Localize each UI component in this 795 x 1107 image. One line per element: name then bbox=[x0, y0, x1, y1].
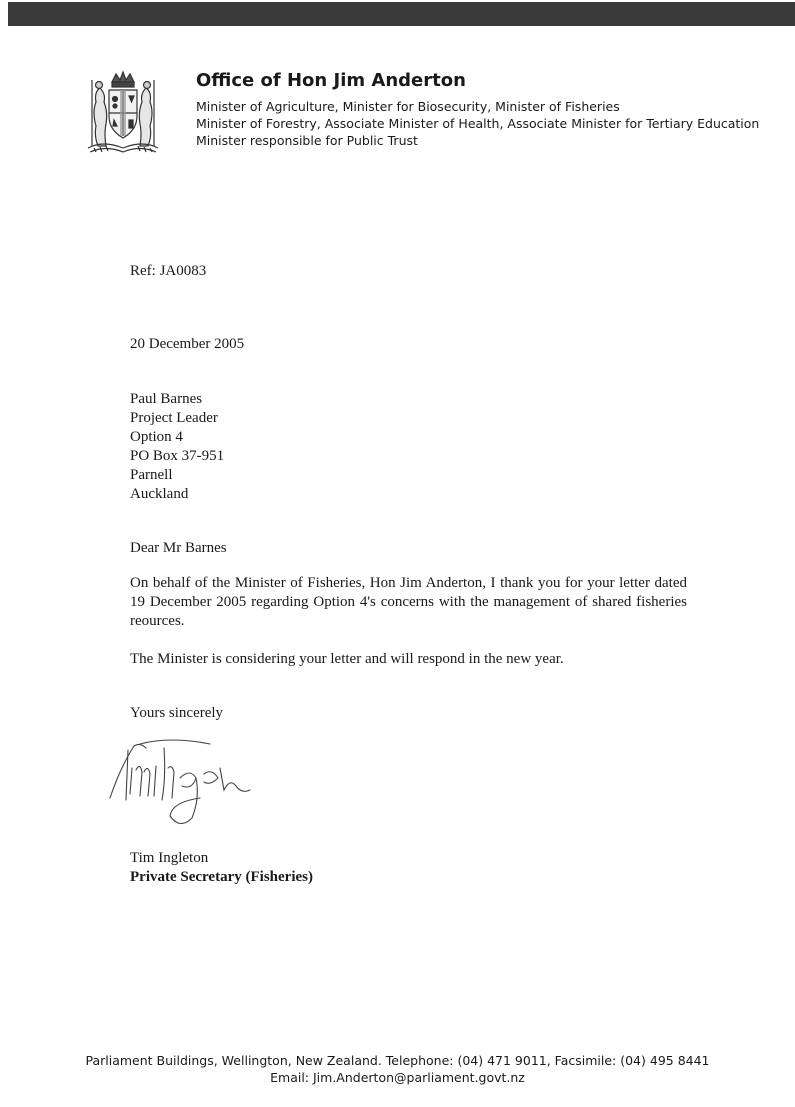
signer-name: Tim Ingleton bbox=[130, 850, 209, 866]
address-line: PO Box 37-951 bbox=[130, 448, 225, 464]
letterhead bbox=[196, 70, 759, 149]
address-line: Paul Barnes bbox=[130, 391, 203, 407]
body-paragraph: The Minister is considering your letter and will respond in the new year. bbox=[130, 651, 564, 667]
signer-title: Private Secretary (Fisheries) bbox=[130, 869, 313, 885]
salutation: Dear Mr Barnes bbox=[130, 540, 227, 556]
portfolio-line-2: Minister of Forestry, Associate Minister of Health, Associate Minister for Tertiary Education bbox=[196, 116, 760, 131]
address-line: Project Leader bbox=[130, 410, 218, 426]
address-line: Parnell bbox=[130, 467, 173, 483]
handwritten-signature-icon bbox=[100, 738, 270, 830]
portfolio-line-3: Minister responsible for Public Trust bbox=[196, 133, 418, 148]
recipient-address bbox=[130, 390, 224, 504]
address-line: Auckland bbox=[130, 486, 189, 502]
office-title: Office of Hon Jim Anderton bbox=[196, 70, 466, 91]
address-line: Option 4 bbox=[130, 429, 183, 445]
closing: Yours sincerely bbox=[130, 705, 224, 721]
nz-coat-of-arms-icon bbox=[78, 68, 168, 158]
reference-number: Ref: JA0083 bbox=[130, 263, 207, 279]
top-scan-bar bbox=[8, 2, 795, 26]
body-paragraph: On behalf of the Minister of Fisheries, Hon Jim Anderton, I thank you for your letter dated 19 December 2005 regarding Option 4's concerns with the management of shared fisheries reources. bbox=[130, 575, 687, 629]
footer-email-line: Email: Jim.Anderton@parliament.govt.nz bbox=[270, 1070, 525, 1085]
footer-contact-line: Parliament Buildings, Wellington, New Zealand. Telephone: (04) 471 9011, Facsimile: (04) 495 8441 bbox=[85, 1053, 710, 1068]
portfolio-line-1: Minister of Agriculture, Minister for Biosecurity, Minister of Fisheries bbox=[196, 99, 620, 114]
footer bbox=[0, 1052, 795, 1086]
letter-date: 20 December 2005 bbox=[130, 336, 245, 352]
